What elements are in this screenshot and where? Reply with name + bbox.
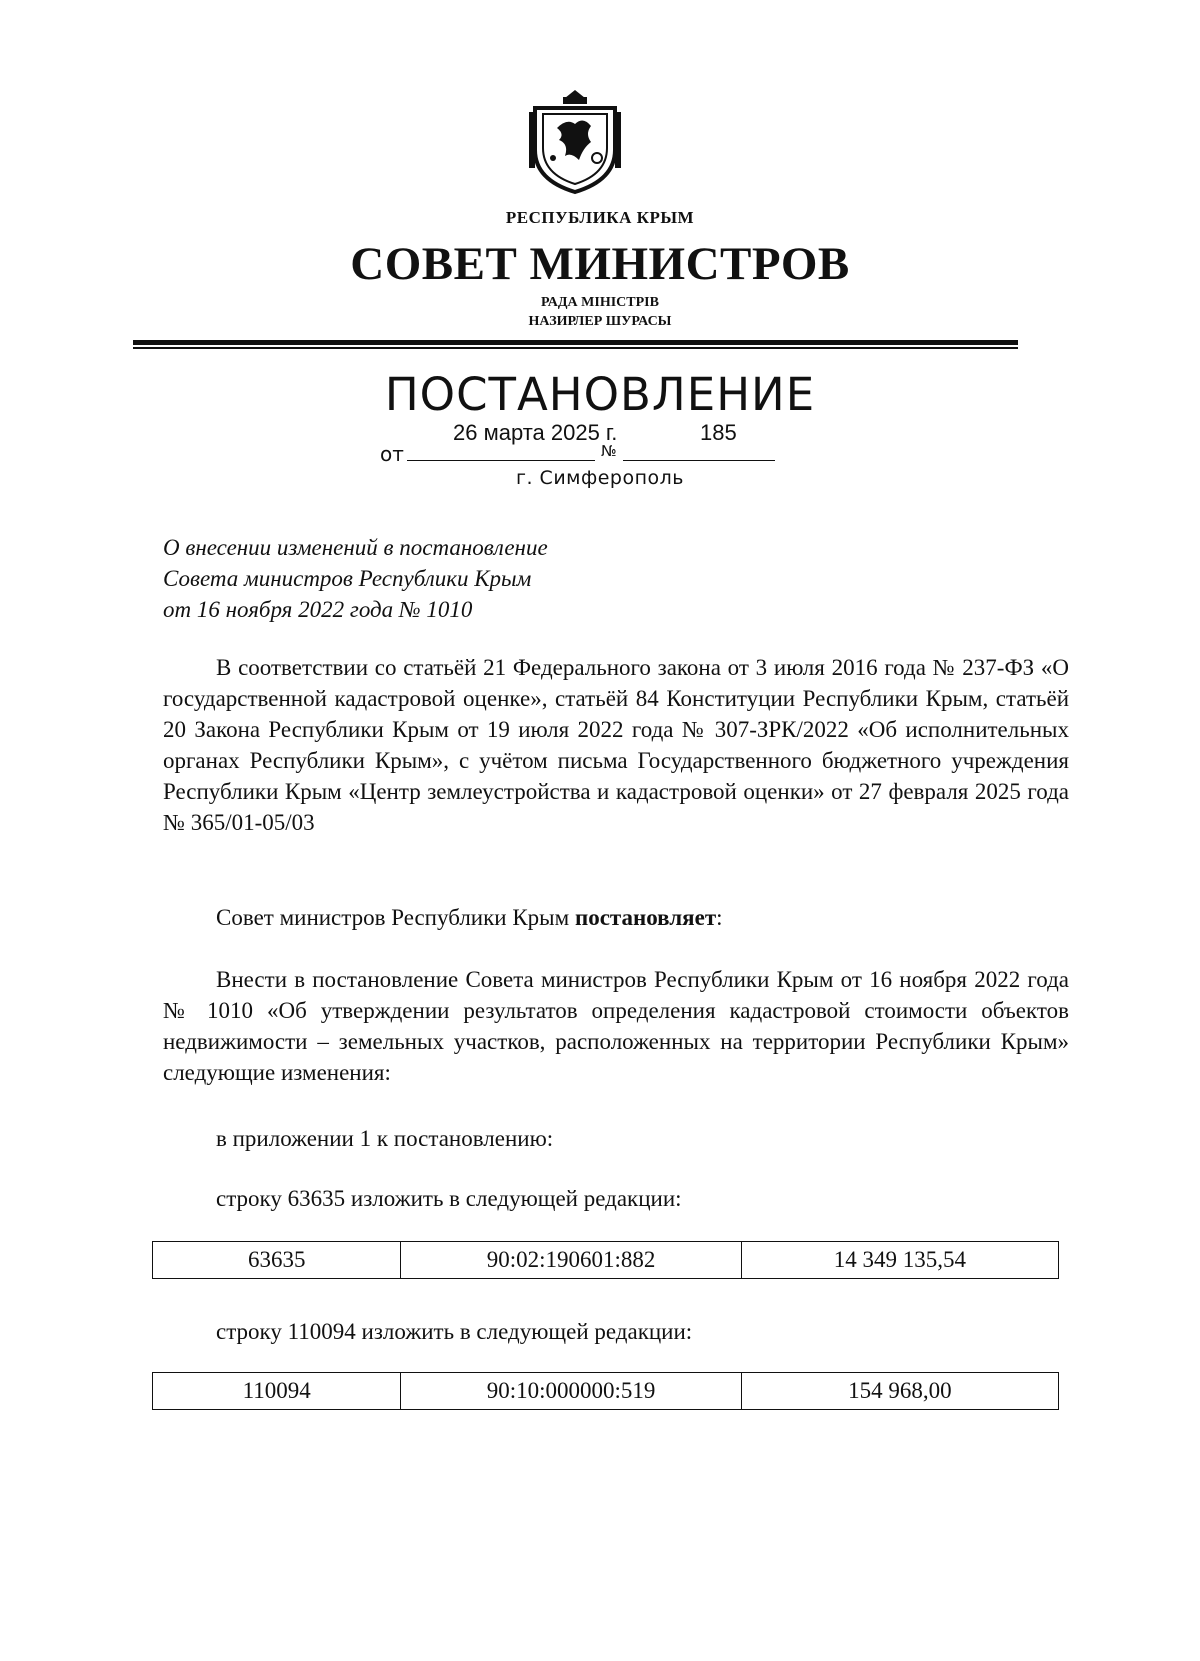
number-sign-label: № bbox=[601, 442, 617, 460]
cadastral-number-cell: 90:02:190601:882 bbox=[401, 1242, 741, 1279]
appendix-reference: в приложении 1 к постановлению: bbox=[216, 1126, 554, 1151]
amendment-text: Внести в постановление Совета министров Республики Крым от 16 ноября 2022 года № 1010 «Об утверждении результатов определения кадастровой стоимости объектов недвижимости – земельных участков, расположенных на территории Республики Крым» следующие изменения: bbox=[163, 967, 1069, 1085]
row-number-cell: 63635 bbox=[153, 1242, 401, 1279]
subject-line: от 16 ноября 2022 года № 1010 bbox=[163, 597, 473, 622]
decree-date: 26 марта 2025 г. bbox=[453, 420, 618, 445]
resolves-paragraph bbox=[163, 902, 1069, 933]
resolves-keyword: постановляет bbox=[574, 905, 717, 930]
row-110094-instruction: строку 110094 изложить в следующей редакции: bbox=[216, 1319, 693, 1344]
decree-number: 185 bbox=[700, 420, 737, 445]
council-name: СОВЕТ МИНИСТРОВ bbox=[350, 238, 850, 290]
preamble-text: В соответствии со статьёй 21 Федерального закона от 3 июля 2016 года № 237-ФЗ «О государственной кадастровой оценке», статьёй 84 Конституции Республики Крым, статьёй 20 Закона Республики Крым от 19 июля 2022 года № 307-ЗРК/2022 «Об исполнительных органах Республики Крым», с учётом письма Государственного бюджетного учреждения Республики Крым «Центр землеустройства и кадастровой оценки» от 27 февраля 2025 года № 365/01-05/03 bbox=[163, 655, 1069, 835]
number-underline bbox=[623, 460, 775, 461]
resolves-suffix: : bbox=[716, 905, 723, 930]
table-row bbox=[153, 1242, 1059, 1279]
header-divider-thick bbox=[133, 340, 1018, 345]
council-name-crimean-tatar: НАЗИРЛЕР ШУРАСЫ bbox=[528, 314, 672, 329]
preamble-paragraph bbox=[163, 652, 1069, 838]
table-row bbox=[153, 1373, 1059, 1410]
row-number-cell: 110094 bbox=[153, 1373, 401, 1410]
amendment-paragraph bbox=[163, 964, 1069, 1088]
decree-title: ПОСТАНОВЛЕНИЕ bbox=[384, 368, 816, 421]
council-name-ukrainian: РАДА МІНІСТРІВ bbox=[541, 295, 659, 310]
decree-city: г. Симферополь bbox=[515, 467, 685, 489]
row-110094-table bbox=[152, 1372, 1059, 1410]
crimea-coat-of-arms-icon bbox=[525, 88, 625, 196]
date-prefix-label: от bbox=[380, 442, 404, 466]
republic-name: РЕСПУБЛИКА КРЫМ bbox=[505, 208, 695, 227]
header-divider-thin bbox=[133, 347, 1018, 349]
decree-subject bbox=[163, 532, 548, 625]
row-63635-table bbox=[152, 1241, 1059, 1279]
cadastral-value-cell: 154 968,00 bbox=[741, 1373, 1058, 1410]
cadastral-number-cell: 90:10:000000:519 bbox=[401, 1373, 741, 1410]
subject-line: О внесении изменений в постановление bbox=[163, 535, 548, 560]
resolves-prefix: Совет министров Республики Крым bbox=[216, 905, 575, 930]
date-underline bbox=[407, 460, 595, 461]
row-63635-instruction: строку 63635 изложить в следующей редакции: bbox=[216, 1186, 682, 1211]
cadastral-value-cell: 14 349 135,54 bbox=[741, 1242, 1058, 1279]
subject-line: Совета министров Республики Крым bbox=[163, 566, 532, 591]
